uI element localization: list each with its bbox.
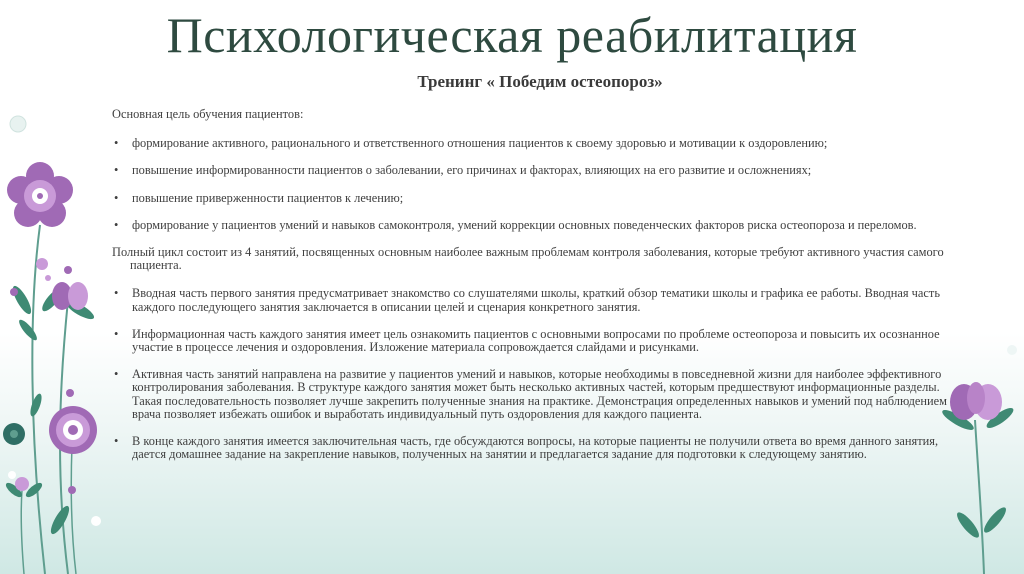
flower-stem [975, 420, 984, 574]
bud [15, 477, 29, 491]
bullet-mark: • [114, 163, 119, 178]
teal-flower [3, 423, 25, 445]
goal-text: повышение информированности пациентов о заболевании, его причинах и факторах, влияющих на его развитие и осложнениях; [132, 163, 812, 178]
part-item [114, 435, 972, 461]
white-dot [8, 471, 16, 479]
page-title: Психологическая реабилитация [166, 7, 858, 63]
goal-item [114, 192, 972, 205]
white-dot [91, 516, 101, 526]
goal-item [114, 164, 972, 177]
part-text: Вводная часть первого занятия предусматривает знакомство со слушателями школы, краткий обзор тематики школы и графика ее работы. Вводная часть каждого последующего занятия заключается в описании целей и сценария конкретного занятия. [132, 286, 940, 314]
part-item [114, 368, 972, 421]
goal-text: формирование у пациентов умений и навыков самоконтроля, умений коррекции основных поведенческих факторов риска остеопороза и переломов. [132, 217, 917, 232]
goals-intro: Основная цель обучения пациентов: [112, 107, 304, 121]
part-item [114, 287, 972, 313]
white-dot [10, 116, 26, 132]
bud [10, 288, 18, 296]
bud [66, 389, 74, 397]
bullet-mark: • [114, 190, 119, 205]
bullet-mark: • [114, 367, 119, 382]
goal-item [114, 137, 972, 150]
page-subtitle: Тренинг « Победим остеопороз» [417, 72, 663, 91]
part-text: Информационная часть каждого занятия имеет цель ознакомить пациентов с основными вопросами по проблеме остеопороза и повысить их осознанное участие в процессе лечения и оздоровления. Изложение материала сопровождается слайдами и рисунками. [132, 326, 940, 355]
white-dot [1007, 345, 1017, 355]
ring-flower [49, 406, 97, 454]
bullet-mark: • [114, 434, 119, 449]
bud [36, 258, 48, 270]
flower-stem [21, 490, 24, 574]
flower-stem [71, 445, 76, 574]
part-text: Активная часть занятий направлена на развитие у пациентов умений и навыков, которые необходимы в повседневной жизни для наиболее эффективного контролирования заболевания. В структуре каждого занятия может быть несколько активных частей, которым предшествуют информационные разделы. Такая последовательность позволяет лучше закрепить полученные знания на практике. Демонстрация определенных навыков и умений под наблюдением врача позволяет избежать ошибок и выработать индивидуальный путь оздоровления для каждого пациента. [132, 367, 948, 421]
leaf [17, 317, 40, 342]
goal-text: формирование активного, рационального и ответственного отношения пациентов к своему здоровью и мотивации к оздоровлению; [132, 136, 828, 151]
leaf [28, 392, 44, 417]
bullet-mark: • [114, 326, 119, 341]
bullet-mark: • [114, 286, 119, 301]
main-content [112, 108, 972, 475]
purple-flower [7, 162, 73, 227]
goal-item [114, 219, 972, 232]
part-text: В конце каждого занятия имеется заключительная часть, где обсуждаются вопросы, на которые пациенты не получили ответа во время данного занятия, дается домашнее задание на закрепление навыков, полученных на занятии и предлагается задание для подготовки к следующему занятию. [132, 434, 939, 462]
part-item [114, 328, 972, 354]
bud [68, 486, 76, 494]
leaf [954, 510, 982, 541]
bullet-mark: • [114, 136, 119, 151]
goal-text: повышение приверженности пациентов к лечению; [132, 190, 404, 205]
bullet-mark: • [114, 217, 119, 232]
bud [64, 266, 72, 274]
bud [45, 275, 51, 281]
leaf [48, 504, 73, 537]
cycle-paragraph: Полный цикл состоит из 4 занятий, посвященных основным наиболее важным проблемам контроля заболевания, которые требуют активного участия самого пациента. [112, 245, 944, 273]
leaf [981, 505, 1009, 536]
